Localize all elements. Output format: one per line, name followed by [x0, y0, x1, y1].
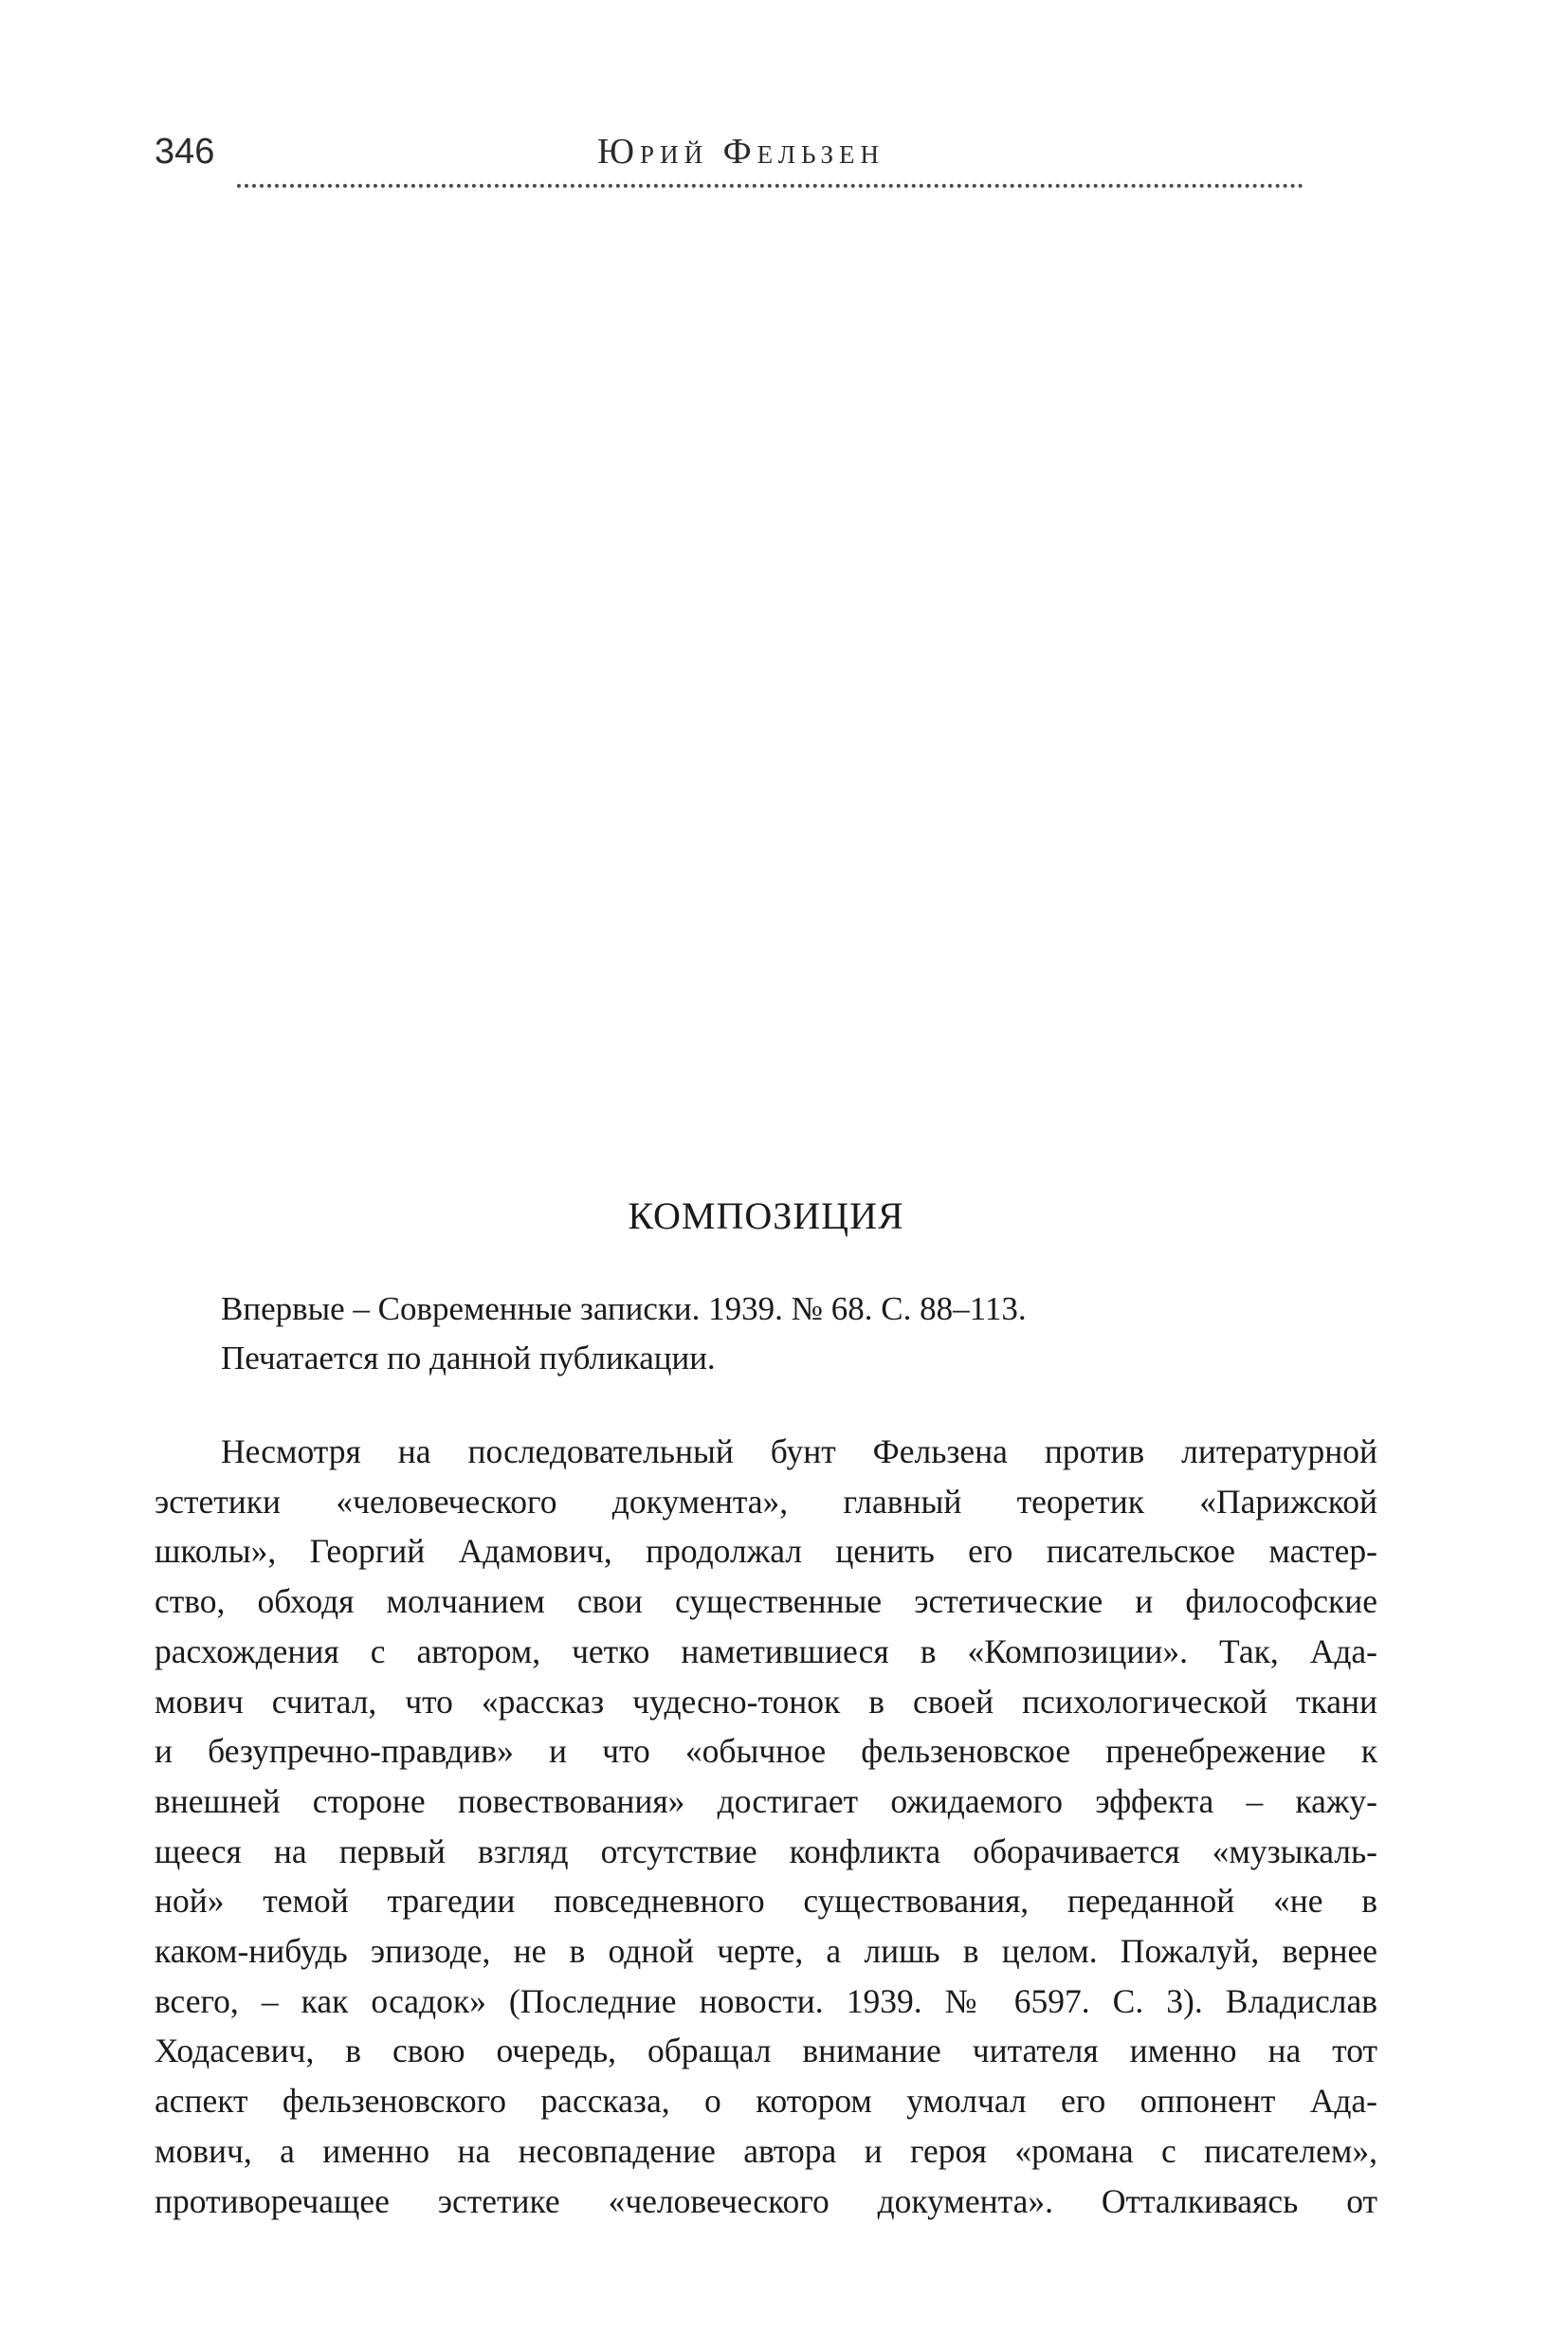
body-line: Несмотря на последовательный бунт Фельзена против литературной	[221, 1432, 1377, 1470]
header-dotted-rule	[237, 184, 1304, 188]
body-line: щееся на первый взгляд отсутствие конфликта оборачивается «музыкаль-	[155, 1832, 1377, 1870]
body-line: внешней стороне повествования» достигает ожидаемого эффекта – кажу-	[155, 1781, 1377, 1820]
body-line: ство, обходя молчанием свои существенные эстетические и философские	[155, 1582, 1377, 1621]
body-line: Ходасевич, в свою очередь, обращал внимание читателя именно на тот	[155, 2032, 1377, 2070]
source-note-line: Впервые – Современные записки. 1939. № 68. С. 88–113.	[221, 1290, 1027, 1327]
body-paragraph	[155, 1427, 1377, 2226]
body-line: противоречащее эстетике «человеческого документа». Отталкиваясь от	[155, 2181, 1377, 2220]
chapter-title: КОМПОЗИЦИЯ	[628, 1194, 904, 1237]
body-line: школы», Георгий Адамович, продолжал ценить его писательское мастер-	[155, 1532, 1377, 1571]
body-line: каком-нибудь эпизоде, не в одной черте, а лишь в целом. Пожалуй, вернее	[155, 1932, 1377, 1971]
body-line: аспект фельзеновского рассказа, о котором умолчал его оппонент Ада-	[155, 2082, 1377, 2121]
body-line: расхождения с автором, четко наметившиеся в «Композиции». Так, Ада-	[155, 1631, 1377, 1670]
body-line: мович, а именно на несовпадение автора и героя «романа с писателем»,	[155, 2131, 1377, 2170]
page-number: 346	[155, 132, 215, 172]
body-line: всего, – как осадок» (Последние новости. 1939. № 6597. С. 3). Владислав	[155, 1981, 1377, 2020]
running-head: Юрий Фельзен	[597, 132, 885, 172]
source-note-line: Печатается по данной публикации.	[221, 1340, 716, 1376]
body-line: эстетики «человеческого документа», главный теоретик «Парижской	[155, 1482, 1377, 1521]
body-line: ной» темой трагедии повседневного существования, переданной «не в	[155, 1882, 1377, 1921]
body-line: мович считал, что «рассказ чудесно-тонок в своей психологической ткани	[155, 1682, 1377, 1721]
body-line: и безупречно-правдив» и что «обычное фельзеновское пренебрежение к	[155, 1732, 1377, 1771]
source-note	[221, 1285, 1027, 1383]
